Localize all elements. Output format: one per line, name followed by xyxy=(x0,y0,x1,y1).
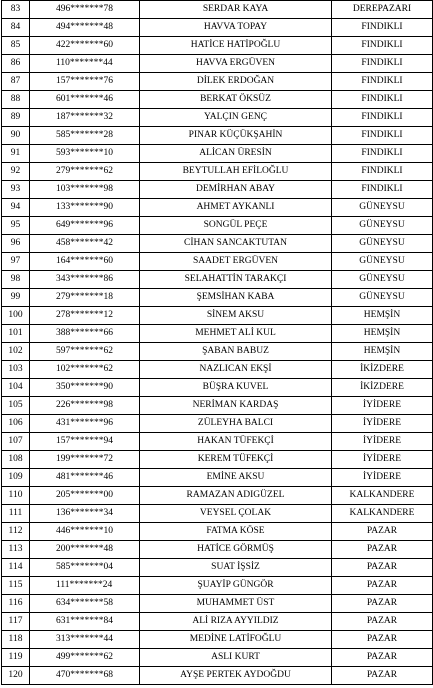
district-cell: PAZAR xyxy=(332,613,433,631)
id-number-cell: 157*******76 xyxy=(30,73,140,91)
table-row xyxy=(2,235,433,253)
id-number-cell: 313*******44 xyxy=(30,631,140,649)
full-name-cell: SERDAR KAYA xyxy=(140,1,332,19)
full-name-cell: HAVVA TOPAY xyxy=(140,19,332,37)
table-row xyxy=(2,145,433,163)
id-number-cell: 601*******46 xyxy=(30,91,140,109)
full-name-cell: MUHAMMET ÜST xyxy=(140,595,332,613)
full-name-cell: SELAHATTİN TARAKÇI xyxy=(140,271,332,289)
full-name-cell: SONGÜL PEÇE xyxy=(140,217,332,235)
district-cell: FINDIKLI xyxy=(332,127,433,145)
full-name-cell: ZÜLEYHA BALCI xyxy=(140,415,332,433)
district-cell: FINDIKLI xyxy=(332,19,433,37)
table-row xyxy=(2,649,433,667)
id-number-cell: 422*******60 xyxy=(30,37,140,55)
district-cell: FINDIKLI xyxy=(332,145,433,163)
table-row xyxy=(2,613,433,631)
id-number-cell: 634*******58 xyxy=(30,595,140,613)
row-number-cell: 115 xyxy=(2,577,30,595)
district-cell: PAZAR xyxy=(332,667,433,685)
row-number-cell: 117 xyxy=(2,613,30,631)
id-number-cell: 133*******90 xyxy=(30,199,140,217)
full-name-cell: FATMA KÖSE xyxy=(140,523,332,541)
district-cell: FINDIKLI xyxy=(332,109,433,127)
row-number-cell: 88 xyxy=(2,91,30,109)
full-name-cell: SAADET ERGÜVEN xyxy=(140,253,332,271)
table-row xyxy=(2,361,433,379)
table-row xyxy=(2,91,433,109)
id-number-cell: 103*******98 xyxy=(30,181,140,199)
table-row xyxy=(2,451,433,469)
table-row xyxy=(2,37,433,55)
table-row xyxy=(2,415,433,433)
full-name-cell: HAVVA ERGÜVEN xyxy=(140,55,332,73)
full-name-cell: BERKAT ÖKSÜZ xyxy=(140,91,332,109)
district-cell: GÜNEYSU xyxy=(332,217,433,235)
district-cell: FINDIKLI xyxy=(332,55,433,73)
table-row xyxy=(2,109,433,127)
full-name-cell: BEYTULLAH EFİLOĞLU xyxy=(140,163,332,181)
row-number-cell: 93 xyxy=(2,181,30,199)
row-number-cell: 107 xyxy=(2,433,30,451)
table-row xyxy=(2,595,433,613)
id-number-cell: 102*******62 xyxy=(30,361,140,379)
id-number-cell: 499*******62 xyxy=(30,649,140,667)
district-cell: İKİZDERE xyxy=(332,361,433,379)
id-number-cell: 343*******86 xyxy=(30,271,140,289)
district-cell: İYİDERE xyxy=(332,433,433,451)
id-number-cell: 164*******60 xyxy=(30,253,140,271)
table-row xyxy=(2,181,433,199)
row-number-cell: 120 xyxy=(2,667,30,685)
full-name-cell: PINAR KÜÇÜKŞAHİN xyxy=(140,127,332,145)
table-row xyxy=(2,325,433,343)
table-row xyxy=(2,199,433,217)
district-cell: DEREPAZARI xyxy=(332,1,433,19)
table-row xyxy=(2,397,433,415)
table-row xyxy=(2,631,433,649)
table-row xyxy=(2,271,433,289)
row-number-cell: 83 xyxy=(2,1,30,19)
full-name-cell: NAZLICAN EKŞİ xyxy=(140,361,332,379)
full-name-cell: AYŞE PERTEK AYDOĞDU xyxy=(140,667,332,685)
table-row xyxy=(2,379,433,397)
table-row xyxy=(2,577,433,595)
district-cell: İYİDERE xyxy=(332,397,433,415)
district-cell: GÜNEYSU xyxy=(332,289,433,307)
full-name-cell: CİHAN SANCAKTUTAN xyxy=(140,235,332,253)
row-number-cell: 89 xyxy=(2,109,30,127)
district-cell: İKİZDERE xyxy=(332,379,433,397)
full-name-cell: BÜŞRA KUVEL xyxy=(140,379,332,397)
table-body xyxy=(2,1,433,685)
full-name-cell: SİNEM AKSU xyxy=(140,307,332,325)
full-name-cell: MEHMET ALİ KUL xyxy=(140,325,332,343)
id-number-cell: 458*******42 xyxy=(30,235,140,253)
full-name-cell: ŞABAN BABUZ xyxy=(140,343,332,361)
district-cell: HEMŞİN xyxy=(332,343,433,361)
id-number-cell: 649*******96 xyxy=(30,217,140,235)
table-row xyxy=(2,667,433,685)
row-number-cell: 111 xyxy=(2,505,30,523)
full-name-cell: HATİCE HATİPOĞLU xyxy=(140,37,332,55)
table-row xyxy=(2,217,433,235)
full-name-cell: EMİNE AKSU xyxy=(140,469,332,487)
full-name-cell: RAMAZAN ADIGÜZEL xyxy=(140,487,332,505)
full-name-cell: DİLEK ERDOĞAN xyxy=(140,73,332,91)
id-number-cell: 136*******34 xyxy=(30,505,140,523)
id-number-cell: 226*******98 xyxy=(30,397,140,415)
district-cell: GÜNEYSU xyxy=(332,235,433,253)
district-cell: İYİDERE xyxy=(332,469,433,487)
row-number-cell: 109 xyxy=(2,469,30,487)
table-row xyxy=(2,433,433,451)
district-cell: PAZAR xyxy=(332,541,433,559)
row-number-cell: 113 xyxy=(2,541,30,559)
id-number-cell: 205*******00 xyxy=(30,487,140,505)
district-cell: KALKANDERE xyxy=(332,505,433,523)
full-name-cell: YALÇIN GENÇ xyxy=(140,109,332,127)
table-row xyxy=(2,1,433,19)
table-row xyxy=(2,73,433,91)
row-number-cell: 101 xyxy=(2,325,30,343)
district-cell: GÜNEYSU xyxy=(332,271,433,289)
full-name-cell: HATİCE GÖRMÜŞ xyxy=(140,541,332,559)
table-row xyxy=(2,19,433,37)
table-row xyxy=(2,289,433,307)
id-number-cell: 431*******96 xyxy=(30,415,140,433)
row-number-cell: 96 xyxy=(2,235,30,253)
full-name-cell: MEDİNE LATİFOĞLU xyxy=(140,631,332,649)
id-number-cell: 496*******78 xyxy=(30,1,140,19)
district-cell: GÜNEYSU xyxy=(332,253,433,271)
id-number-cell: 279*******62 xyxy=(30,163,140,181)
full-name-cell: ŞEMSİHAN KABA xyxy=(140,289,332,307)
district-cell: PAZAR xyxy=(332,559,433,577)
full-name-cell: VEYSEL ÇOLAK xyxy=(140,505,332,523)
id-number-cell: 446*******10 xyxy=(30,523,140,541)
row-number-cell: 112 xyxy=(2,523,30,541)
id-number-cell: 597*******62 xyxy=(30,343,140,361)
district-cell: FINDIKLI xyxy=(332,181,433,199)
id-number-cell: 110*******44 xyxy=(30,55,140,73)
row-number-cell: 103 xyxy=(2,361,30,379)
row-number-cell: 110 xyxy=(2,487,30,505)
district-cell: FINDIKLI xyxy=(332,91,433,109)
row-number-cell: 105 xyxy=(2,397,30,415)
full-name-cell: NERİMAN KARDAŞ xyxy=(140,397,332,415)
table-row xyxy=(2,523,433,541)
district-cell: KALKANDERE xyxy=(332,487,433,505)
row-number-cell: 97 xyxy=(2,253,30,271)
id-number-cell: 200*******48 xyxy=(30,541,140,559)
id-number-cell: 199*******72 xyxy=(30,451,140,469)
id-number-cell: 585*******04 xyxy=(30,559,140,577)
id-number-cell: 157*******94 xyxy=(30,433,140,451)
district-cell: FINDIKLI xyxy=(332,163,433,181)
district-cell: FINDIKLI xyxy=(332,73,433,91)
full-name-cell: ALİ RIZA AYYILDIZ xyxy=(140,613,332,631)
row-number-cell: 116 xyxy=(2,595,30,613)
district-cell: İYİDERE xyxy=(332,415,433,433)
full-name-cell: KEREM TÜFEKÇİ xyxy=(140,451,332,469)
row-number-cell: 86 xyxy=(2,55,30,73)
full-name-cell: AHMET AYKANLI xyxy=(140,199,332,217)
row-number-cell: 102 xyxy=(2,343,30,361)
row-number-cell: 100 xyxy=(2,307,30,325)
district-cell: PAZAR xyxy=(332,649,433,667)
id-number-cell: 388*******66 xyxy=(30,325,140,343)
full-name-cell: ASLI KURT xyxy=(140,649,332,667)
table-row xyxy=(2,163,433,181)
id-number-cell: 585*******28 xyxy=(30,127,140,145)
id-number-cell: 111*******24 xyxy=(30,577,140,595)
row-number-cell: 119 xyxy=(2,649,30,667)
full-name-cell: HAKAN TÜFEKÇİ xyxy=(140,433,332,451)
row-number-cell: 85 xyxy=(2,37,30,55)
district-cell: HEMŞİN xyxy=(332,325,433,343)
table-row xyxy=(2,253,433,271)
full-name-cell: DEMİRHAN ABAY xyxy=(140,181,332,199)
district-cell: PAZAR xyxy=(332,523,433,541)
row-number-cell: 118 xyxy=(2,631,30,649)
district-cell: PAZAR xyxy=(332,577,433,595)
table-row xyxy=(2,469,433,487)
id-number-cell: 631*******84 xyxy=(30,613,140,631)
id-number-cell: 187*******32 xyxy=(30,109,140,127)
full-name-cell: ALİCAN ÜRESİN xyxy=(140,145,332,163)
table-row xyxy=(2,307,433,325)
row-number-cell: 90 xyxy=(2,127,30,145)
row-number-cell: 87 xyxy=(2,73,30,91)
district-cell: HEMŞİN xyxy=(332,307,433,325)
row-number-cell: 95 xyxy=(2,217,30,235)
row-number-cell: 106 xyxy=(2,415,30,433)
table-row xyxy=(2,541,433,559)
results-table xyxy=(1,0,433,685)
full-name-cell: SUAT İŞSİZ xyxy=(140,559,332,577)
row-number-cell: 104 xyxy=(2,379,30,397)
id-number-cell: 593*******10 xyxy=(30,145,140,163)
id-number-cell: 279*******18 xyxy=(30,289,140,307)
full-name-cell: ŞUAYİP GÜNGÖR xyxy=(140,577,332,595)
district-cell: PAZAR xyxy=(332,595,433,613)
row-number-cell: 114 xyxy=(2,559,30,577)
district-cell: PAZAR xyxy=(332,631,433,649)
row-number-cell: 91 xyxy=(2,145,30,163)
id-number-cell: 494*******48 xyxy=(30,19,140,37)
row-number-cell: 92 xyxy=(2,163,30,181)
table-row xyxy=(2,487,433,505)
id-number-cell: 481*******46 xyxy=(30,469,140,487)
row-number-cell: 99 xyxy=(2,289,30,307)
row-number-cell: 94 xyxy=(2,199,30,217)
district-cell: GÜNEYSU xyxy=(332,199,433,217)
table-row xyxy=(2,127,433,145)
id-number-cell: 350*******90 xyxy=(30,379,140,397)
id-number-cell: 278*******12 xyxy=(30,307,140,325)
table-row xyxy=(2,559,433,577)
district-cell: FINDIKLI xyxy=(332,37,433,55)
row-number-cell: 108 xyxy=(2,451,30,469)
table-row xyxy=(2,343,433,361)
table-row xyxy=(2,55,433,73)
table-row xyxy=(2,505,433,523)
district-cell: İYİDERE xyxy=(332,451,433,469)
row-number-cell: 84 xyxy=(2,19,30,37)
id-number-cell: 470*******68 xyxy=(30,667,140,685)
row-number-cell: 98 xyxy=(2,271,30,289)
